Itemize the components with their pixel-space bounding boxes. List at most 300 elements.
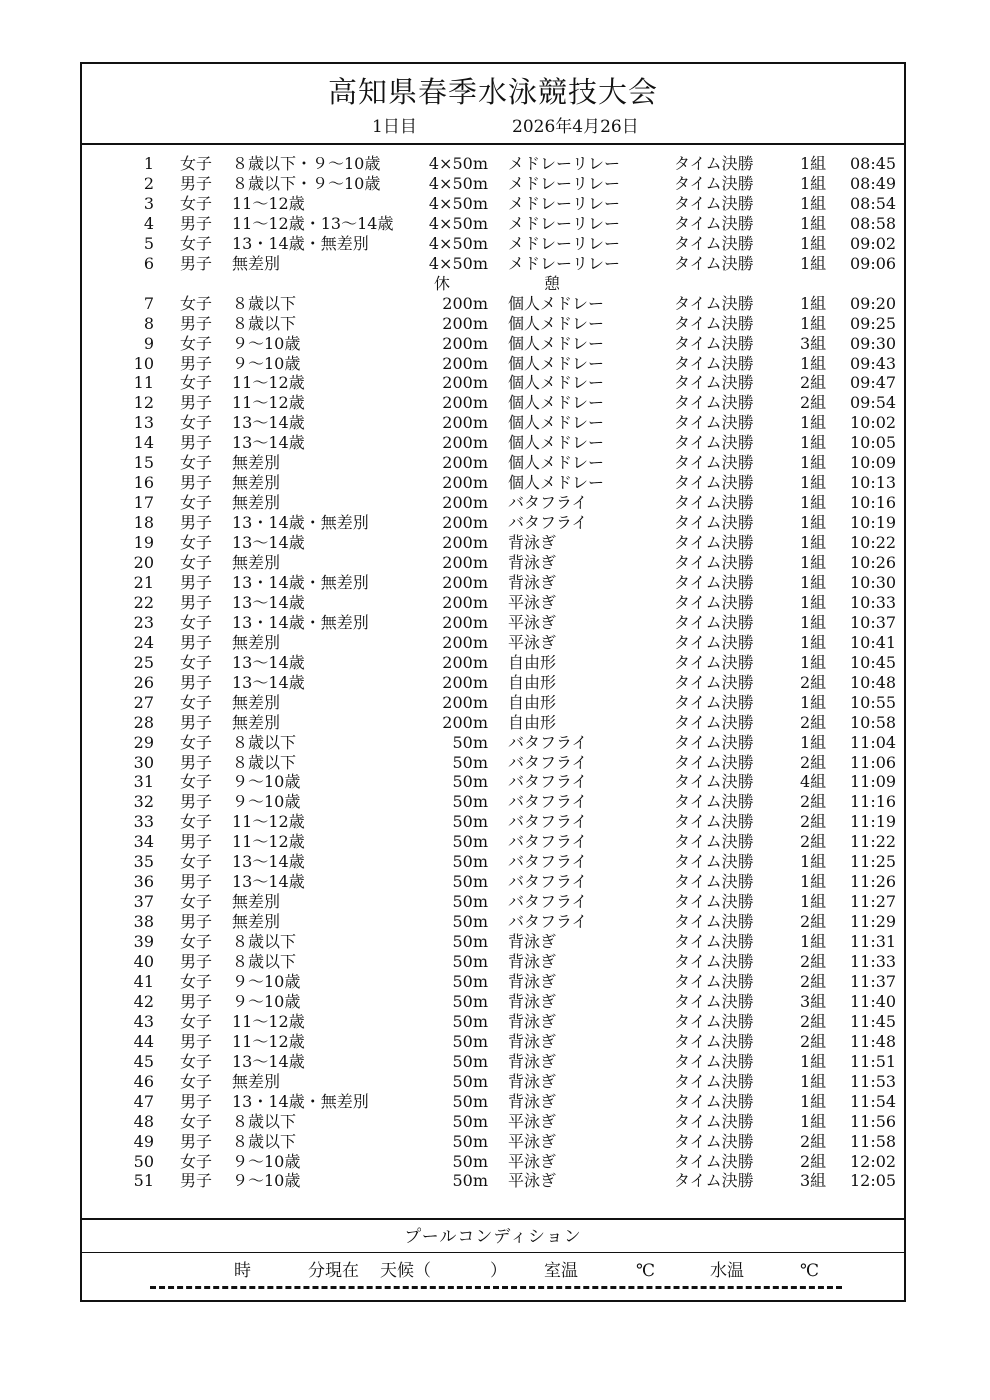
- pool-condition-title: プールコンディション: [404, 1227, 582, 1247]
- table-row: [82, 952, 904, 972]
- event-no: 46: [133, 1071, 154, 1091]
- event-no: 17: [133, 493, 154, 513]
- event-sex: 男子: [180, 572, 213, 592]
- event-time: 11:26: [850, 872, 897, 892]
- event-groups: 1組: [800, 732, 827, 752]
- program-sheet: [80, 62, 906, 1302]
- event-dist: 50m: [452, 1071, 488, 1091]
- event-no: 15: [133, 453, 154, 473]
- event-kind: タイム決勝: [674, 453, 754, 473]
- event-groups: 4組: [800, 772, 827, 792]
- event-kind: タイム決勝: [674, 612, 754, 632]
- event-groups: 3組: [800, 333, 827, 353]
- table-row: [82, 334, 904, 354]
- table-row: [82, 493, 904, 513]
- event-sex: 男子: [180, 712, 213, 732]
- event-groups: 1組: [800, 872, 827, 892]
- event-age: 11～12歳: [232, 373, 305, 393]
- table-row: [82, 1032, 904, 1052]
- event-stroke: 個人メドレー: [508, 293, 605, 313]
- event-time: 11:25: [850, 852, 897, 872]
- event-stroke: 個人メドレー: [508, 373, 605, 393]
- event-sex: 女子: [180, 652, 213, 672]
- table-row: [82, 533, 904, 553]
- table-row: [82, 633, 904, 653]
- event-dist: 4×50m: [428, 173, 488, 193]
- table-row: [82, 872, 904, 892]
- event-sex: 女子: [180, 1151, 213, 1171]
- event-age: 無差別: [232, 1071, 281, 1091]
- event-time: 09:20: [850, 293, 897, 313]
- event-stroke: 平泳ぎ: [508, 612, 557, 632]
- event-age: 無差別: [232, 912, 281, 932]
- event-kind: タイム決勝: [674, 812, 754, 832]
- event-dist: 4×50m: [428, 253, 488, 273]
- event-no: 37: [133, 892, 154, 912]
- event-dist: 50m: [452, 1171, 488, 1191]
- event-kind: タイム決勝: [674, 193, 754, 213]
- table-row: [82, 573, 904, 593]
- event-stroke: 背泳ぎ: [508, 1051, 557, 1071]
- event-groups: 1組: [800, 692, 827, 712]
- weather-label: 天候（: [380, 1261, 431, 1281]
- event-no: 25: [133, 652, 154, 672]
- event-stroke: 背泳ぎ: [508, 952, 557, 971]
- table-row: [82, 1052, 904, 1072]
- event-dist: 50m: [452, 952, 488, 971]
- event-age: 無差別: [232, 892, 281, 912]
- event-sex: 女子: [180, 553, 213, 572]
- event-time: 10:22: [850, 533, 897, 553]
- event-dist: 50m: [452, 792, 488, 812]
- event-dist: 200m: [442, 373, 488, 393]
- event-stroke: 個人メドレー: [508, 353, 605, 373]
- event-sex: 男子: [180, 991, 213, 1011]
- event-kind: タイム決勝: [674, 413, 754, 433]
- event-sex: 女子: [180, 772, 213, 792]
- event-dist: 50m: [452, 1031, 488, 1051]
- event-stroke: 背泳ぎ: [508, 1011, 557, 1031]
- event-dist: 200m: [442, 672, 488, 692]
- event-no: 45: [133, 1051, 154, 1071]
- event-stroke: 個人メドレー: [508, 393, 605, 413]
- event-no: 36: [133, 872, 154, 892]
- event-sex: 男子: [180, 952, 213, 971]
- event-age: 13～14歳: [232, 433, 305, 453]
- event-kind: タイム決勝: [674, 333, 754, 353]
- table-row: [82, 194, 904, 214]
- event-dist: 200m: [442, 393, 488, 413]
- event-dist: 200m: [442, 592, 488, 612]
- event-time: 10:58: [850, 712, 897, 732]
- event-kind: タイム決勝: [674, 632, 754, 652]
- event-groups: 2組: [800, 812, 827, 832]
- event-stroke: 自由形: [508, 652, 557, 672]
- event-no: 13: [133, 413, 154, 433]
- event-stroke: バタフライ: [508, 772, 588, 792]
- event-kind: タイム決勝: [674, 772, 754, 792]
- event-sex: 女子: [180, 1051, 213, 1071]
- event-kind: タイム決勝: [674, 1091, 754, 1111]
- event-time: 11:37: [850, 971, 897, 991]
- break-label-1: 休: [434, 273, 451, 293]
- table-row: [82, 733, 904, 753]
- event-time: 09:30: [850, 333, 897, 353]
- event-sex: 女子: [180, 233, 213, 253]
- event-stroke: 自由形: [508, 712, 557, 732]
- event-stroke: メドレーリレー: [508, 173, 621, 193]
- event-stroke: 平泳ぎ: [508, 1151, 557, 1171]
- event-stroke: 個人メドレー: [508, 453, 605, 473]
- event-stroke: 背泳ぎ: [508, 1071, 557, 1091]
- event-time: 10:09: [850, 453, 897, 473]
- event-sex: 女子: [180, 1071, 213, 1091]
- event-sex: 女子: [180, 692, 213, 712]
- table-row: [82, 1171, 904, 1191]
- event-age: ８歳以下: [232, 732, 297, 752]
- event-dist: 50m: [452, 832, 488, 852]
- event-stroke: 背泳ぎ: [508, 932, 557, 952]
- event-sex: 男子: [180, 872, 213, 892]
- event-dist: 50m: [452, 971, 488, 991]
- event-dist: 50m: [452, 932, 488, 952]
- event-dist: 200m: [442, 333, 488, 353]
- event-stroke: 個人メドレー: [508, 333, 605, 353]
- event-dist: 4×50m: [428, 233, 488, 253]
- event-age: 13・14歳・無差別: [232, 612, 369, 632]
- event-time: 09:06: [850, 253, 897, 273]
- event-age: 13～14歳: [232, 872, 305, 892]
- event-dist: 200m: [442, 533, 488, 553]
- event-kind: タイム決勝: [674, 792, 754, 812]
- footer-divider: [82, 1218, 904, 1220]
- event-no: 42: [133, 991, 154, 1011]
- event-stroke: 自由形: [508, 672, 557, 692]
- event-dist: 4×50m: [428, 213, 488, 233]
- event-groups: 2組: [800, 393, 827, 413]
- event-age: 13～14歳: [232, 592, 305, 612]
- table-row: [82, 912, 904, 932]
- event-age: 13～14歳: [232, 413, 305, 433]
- event-stroke: 個人メドレー: [508, 413, 605, 433]
- event-stroke: メドレーリレー: [508, 253, 621, 273]
- event-kind: タイム決勝: [674, 533, 754, 553]
- table-row: [82, 653, 904, 673]
- event-kind: タイム決勝: [674, 253, 754, 273]
- event-dist: 50m: [452, 852, 488, 872]
- table-row: [82, 753, 904, 773]
- event-kind: タイム決勝: [674, 493, 754, 513]
- event-groups: 1組: [800, 572, 827, 592]
- event-time: 11:45: [850, 1011, 897, 1031]
- event-stroke: 背泳ぎ: [508, 991, 557, 1011]
- event-time: 09:02: [850, 233, 897, 253]
- table-row: [82, 553, 904, 573]
- event-no: 27: [133, 692, 154, 712]
- event-time: 11:27: [850, 892, 897, 912]
- event-dist: 4×50m: [428, 193, 488, 213]
- event-kind: タイム決勝: [674, 353, 754, 373]
- table-row: [82, 373, 904, 393]
- table-row: [82, 613, 904, 633]
- event-age: 無差別: [232, 553, 281, 572]
- table-row: [82, 713, 904, 733]
- event-time: 11:22: [850, 832, 897, 852]
- event-groups: 1組: [800, 1051, 827, 1071]
- event-sex: 男子: [180, 473, 213, 493]
- table-row: [82, 433, 904, 453]
- event-time: 08:54: [850, 193, 897, 213]
- day-label: 1日目: [372, 117, 417, 137]
- event-age: ９～10歳: [232, 792, 301, 812]
- event-kind: タイム決勝: [674, 154, 754, 173]
- event-no: 28: [133, 712, 154, 732]
- event-age: 11～12歳: [232, 1011, 305, 1031]
- event-kind: タイム決勝: [674, 732, 754, 752]
- event-groups: 1組: [800, 233, 827, 253]
- event-no: 31: [133, 772, 154, 792]
- event-no: 49: [133, 1131, 154, 1151]
- event-dist: 200m: [442, 413, 488, 433]
- event-age: 13～14歳: [232, 1051, 305, 1071]
- event-groups: 1組: [800, 313, 827, 333]
- event-groups: 1組: [800, 473, 827, 493]
- event-kind: タイム決勝: [674, 233, 754, 253]
- event-time: 10:37: [850, 612, 897, 632]
- event-groups: 2組: [800, 1131, 827, 1151]
- event-groups: 1組: [800, 413, 827, 433]
- event-time: 11:56: [850, 1111, 897, 1131]
- event-time: 10:55: [850, 692, 897, 712]
- event-time: 11:29: [850, 912, 897, 932]
- event-kind: タイム決勝: [674, 313, 754, 333]
- event-dist: 50m: [452, 1151, 488, 1171]
- event-dist: 4×50m: [428, 154, 488, 173]
- event-age: 13～14歳: [232, 533, 305, 553]
- event-dist: 200m: [442, 453, 488, 473]
- event-dist: 50m: [452, 892, 488, 912]
- table-row: [82, 792, 904, 812]
- event-age: ８歳以下: [232, 752, 297, 772]
- event-groups: 1組: [800, 632, 827, 652]
- event-sex: 女子: [180, 852, 213, 872]
- pool-divider: [82, 1252, 904, 1253]
- event-time: 11:33: [850, 952, 897, 971]
- table-row: [82, 413, 904, 433]
- event-age: 13・14歳・無差別: [232, 513, 369, 533]
- event-time: 10:02: [850, 413, 897, 433]
- event-no: 50: [133, 1151, 154, 1171]
- event-no: 6: [143, 253, 154, 273]
- table-row: [82, 832, 904, 852]
- event-dist: 50m: [452, 812, 488, 832]
- event-kind: タイム決勝: [674, 852, 754, 872]
- minute-now-label: 分現在: [308, 1261, 359, 1281]
- event-kind: タイム決勝: [674, 1111, 754, 1131]
- table-row: [82, 214, 904, 234]
- event-time: 10:48: [850, 672, 897, 692]
- event-groups: 2組: [800, 712, 827, 732]
- event-dist: 200m: [442, 433, 488, 453]
- event-no: 30: [133, 752, 154, 772]
- event-no: 18: [133, 513, 154, 533]
- event-no: 5: [143, 233, 154, 253]
- event-stroke: 背泳ぎ: [508, 1031, 557, 1051]
- table-row: [82, 932, 904, 952]
- table-row: [82, 1092, 904, 1112]
- event-time: 11:53: [850, 1071, 897, 1091]
- event-age: 無差別: [232, 473, 281, 493]
- dashed-line: [150, 1286, 842, 1289]
- event-dist: 200m: [442, 493, 488, 513]
- event-dist: 50m: [452, 991, 488, 1011]
- event-kind: タイム決勝: [674, 473, 754, 493]
- event-kind: タイム決勝: [674, 971, 754, 991]
- event-stroke: 個人メドレー: [508, 313, 605, 333]
- event-no: 33: [133, 812, 154, 832]
- event-stroke: バタフライ: [508, 852, 588, 872]
- event-no: 29: [133, 732, 154, 752]
- meet-date: 2026年4月26日: [512, 117, 639, 137]
- event-groups: 1組: [800, 173, 827, 193]
- event-stroke: 平泳ぎ: [508, 592, 557, 612]
- event-groups: 1組: [800, 592, 827, 612]
- event-sex: 女子: [180, 154, 213, 173]
- event-no: 23: [133, 612, 154, 632]
- table-row: [82, 314, 904, 334]
- table-row: [82, 1072, 904, 1092]
- event-kind: タイム決勝: [674, 692, 754, 712]
- event-kind: タイム決勝: [674, 1011, 754, 1031]
- event-age: ９～10歳: [232, 333, 301, 353]
- event-kind: タイム決勝: [674, 173, 754, 193]
- event-groups: 1組: [800, 453, 827, 473]
- event-stroke: 自由形: [508, 692, 557, 712]
- event-time: 11:40: [850, 991, 897, 1011]
- event-sex: 女子: [180, 413, 213, 433]
- event-time: 11:58: [850, 1131, 897, 1151]
- event-sex: 女子: [180, 1111, 213, 1131]
- event-groups: 2組: [800, 1011, 827, 1031]
- event-age: 無差別: [232, 712, 281, 732]
- event-sex: 男子: [180, 313, 213, 333]
- event-stroke: バタフライ: [508, 832, 588, 852]
- event-stroke: メドレーリレー: [508, 213, 621, 233]
- table-row: [82, 354, 904, 374]
- event-age: 13～14歳: [232, 852, 305, 872]
- room-temp-label: 室温: [544, 1261, 578, 1281]
- event-dist: 200m: [442, 473, 488, 493]
- event-groups: 1組: [800, 193, 827, 213]
- event-sex: 女子: [180, 333, 213, 353]
- hour-label: 時: [234, 1261, 251, 1281]
- event-dist: 200m: [442, 692, 488, 712]
- event-kind: タイム決勝: [674, 652, 754, 672]
- event-kind: タイム決勝: [674, 213, 754, 233]
- event-sex: 女子: [180, 533, 213, 553]
- water-temp-label: 水温: [710, 1261, 744, 1281]
- event-kind: タイム決勝: [674, 952, 754, 971]
- event-sex: 女子: [180, 493, 213, 513]
- event-kind: タイム決勝: [674, 912, 754, 932]
- event-age: 13・14歳・無差別: [232, 233, 369, 253]
- event-stroke: バタフライ: [508, 752, 588, 772]
- event-no: 14: [133, 433, 154, 453]
- event-time: 10:30: [850, 572, 897, 592]
- event-time: 10:13: [850, 473, 897, 493]
- event-time: 10:19: [850, 513, 897, 533]
- event-kind: タイム決勝: [674, 572, 754, 592]
- event-no: 3: [143, 193, 154, 213]
- event-dist: 50m: [452, 732, 488, 752]
- event-age: 11～12歳・13～14歳: [232, 213, 394, 233]
- event-no: 19: [133, 533, 154, 553]
- event-dist: 50m: [452, 1051, 488, 1071]
- event-groups: 1組: [800, 612, 827, 632]
- event-groups: 1組: [800, 932, 827, 952]
- event-groups: 1組: [800, 1111, 827, 1131]
- event-groups: 2組: [800, 373, 827, 393]
- event-no: 7: [143, 293, 154, 313]
- event-age: 11～12歳: [232, 393, 305, 413]
- event-kind: タイム決勝: [674, 293, 754, 313]
- event-no: 51: [133, 1171, 154, 1191]
- table-row: [82, 154, 904, 174]
- event-no: 32: [133, 792, 154, 812]
- event-groups: 1組: [800, 353, 827, 373]
- header-divider: [82, 143, 904, 145]
- event-stroke: バタフライ: [508, 513, 588, 533]
- event-time: 10:33: [850, 592, 897, 612]
- event-no: 2: [143, 173, 154, 193]
- table-row: [82, 812, 904, 832]
- event-kind: タイム決勝: [674, 832, 754, 852]
- event-time: 09:43: [850, 353, 897, 373]
- event-sex: 男子: [180, 1091, 213, 1111]
- event-age: 11～12歳: [232, 1031, 305, 1051]
- event-kind: タイム決勝: [674, 1171, 754, 1191]
- event-stroke: 背泳ぎ: [508, 553, 557, 572]
- event-time: 11:19: [850, 812, 897, 832]
- table-row: [82, 972, 904, 992]
- event-stroke: バタフライ: [508, 892, 588, 912]
- event-no: 38: [133, 912, 154, 932]
- event-age: 無差別: [232, 253, 281, 273]
- event-age: ９～10歳: [232, 991, 301, 1011]
- event-kind: タイム決勝: [674, 1151, 754, 1171]
- event-sex: 女子: [180, 373, 213, 393]
- event-sex: 男子: [180, 832, 213, 852]
- event-no: 48: [133, 1111, 154, 1131]
- event-dist: 50m: [452, 912, 488, 932]
- event-dist: 50m: [452, 1011, 488, 1031]
- event-kind: タイム決勝: [674, 991, 754, 1011]
- event-kind: タイム決勝: [674, 712, 754, 732]
- event-groups: 1組: [800, 493, 827, 513]
- table-row: [82, 1152, 904, 1172]
- event-no: 8: [143, 313, 154, 333]
- event-age: 無差別: [232, 692, 281, 712]
- break-row: [82, 274, 904, 294]
- event-age: 無差別: [232, 453, 281, 473]
- event-dist: 200m: [442, 652, 488, 672]
- event-kind: タイム決勝: [674, 1131, 754, 1151]
- event-sex: 女子: [180, 812, 213, 832]
- room-temp-unit: ℃: [636, 1261, 656, 1281]
- event-groups: 3組: [800, 991, 827, 1011]
- event-stroke: 背泳ぎ: [508, 572, 557, 592]
- event-sex: 男子: [180, 752, 213, 772]
